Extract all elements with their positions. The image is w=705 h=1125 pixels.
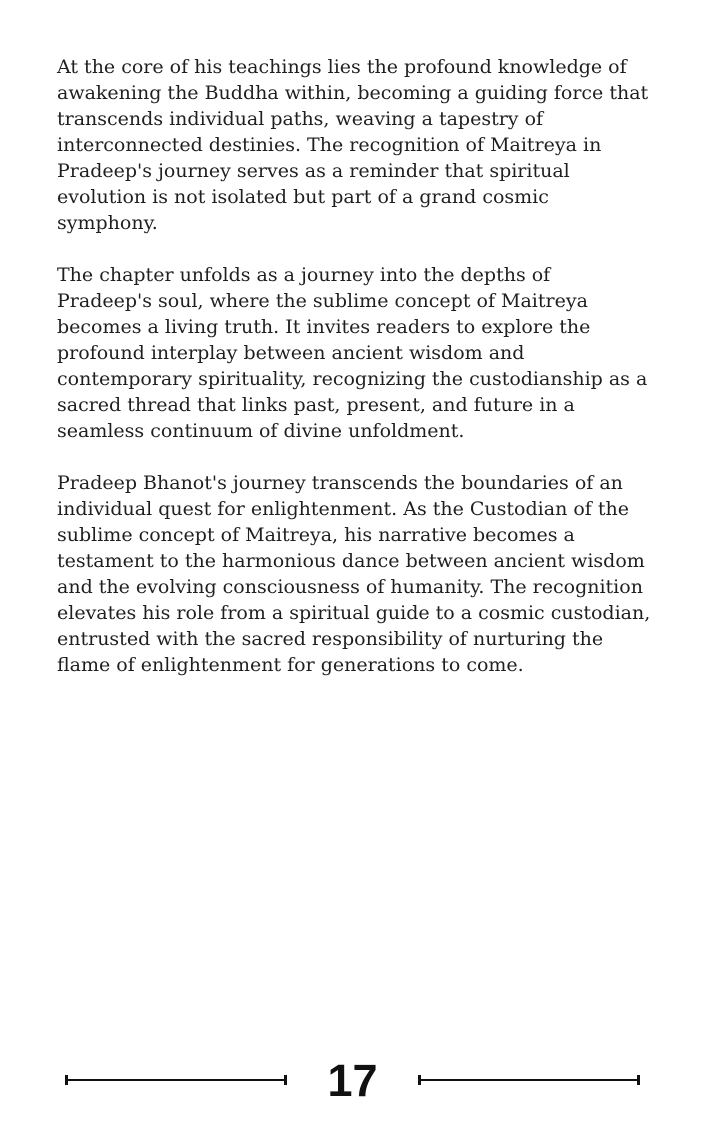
page-content bbox=[57, 54, 651, 704]
left-rule-line bbox=[68, 1079, 284, 1081]
paragraph-2: The chapter unfolds as a journey into the depths of Pradeep's soul, where the sublime concept of Maitreya becomes a living truth. It invites readers to explore the profound interplay between ancient wisdom and contemporary spirituality, recognizing the custodianship as a sacred thread that links past, present, and future in a seamless continuum of divine unfoldment. bbox=[57, 264, 648, 442]
left-rule bbox=[65, 1075, 287, 1085]
left-rule-right-cap bbox=[284, 1075, 287, 1085]
right-rule-right-cap bbox=[637, 1075, 640, 1085]
page-number: 17 bbox=[327, 1054, 378, 1106]
right-rule-line bbox=[421, 1079, 637, 1081]
paragraph-3: Pradeep Bhanot's journey transcends the boundaries of an individual quest for enlightenment. As the Custodian of the sublime concept of Maitreya, his narrative becomes a testament to the harmonious dance between ancient wisdom and the evolving consciousness of humanity. The recognition elevates his role from a spiritual guide to a cosmic custodian, entrusted with the sacred responsibility of nurturing the flame of enlightenment for generations to come. bbox=[57, 472, 651, 676]
page-footer bbox=[0, 1053, 705, 1107]
paragraph-1: At the core of his teachings lies the profound knowledge of awakening the Buddha within, becoming a guiding force that transcends individual paths, weaving a tapestry of interconnected destinies. The recognition of Maitreya in Pradeep's journey serves as a reminder that spiritual evolution is not isolated but part of a grand cosmic symphony. bbox=[57, 56, 649, 234]
right-rule bbox=[418, 1075, 640, 1085]
